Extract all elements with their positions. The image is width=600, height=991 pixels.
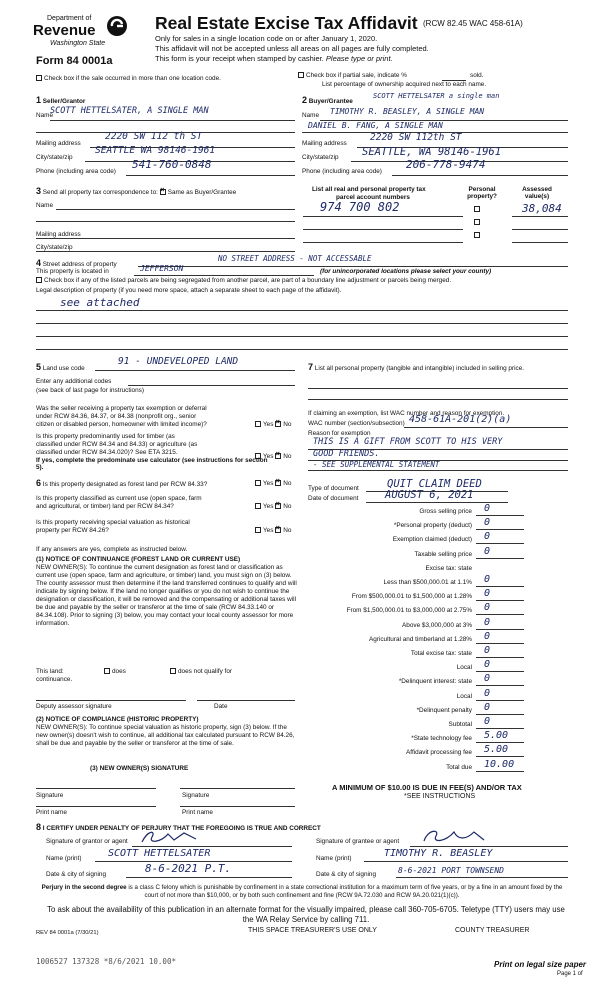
if-yes-note: If any answers are yes, complete as instructed below. — [36, 546, 188, 553]
claim-exemption-label: If claiming an exemption, list WAC number and reason for exemption. — [308, 410, 505, 417]
form-title: Real Estate Excise Tax Affidavit — [155, 13, 418, 33]
tax-row-label: Total due — [446, 763, 472, 771]
tax-row-line — [476, 700, 524, 701]
segregated-checkbox[interactable] — [36, 277, 42, 283]
multi-location-label: Check box if the sale occurred in more than one location code. — [44, 75, 221, 82]
form-number: Form 84 0001a — [36, 55, 113, 67]
multi-location-checkbox[interactable] — [36, 75, 42, 81]
page-number: Page 1 of — [557, 971, 583, 977]
corr-name-label: Name — [36, 202, 54, 209]
tax-row-line — [476, 657, 524, 658]
notice-2-body: NEW OWNER(S): To continue special valuation as historic property, sign (3) below. If the new owner(s) doesn't wish to continue, all additional tax calculated pursuant to RCW 84.26, shall be due and payable by the seller or transferor at the time of sale. — [36, 724, 295, 747]
revenue-logo-text: Revenue — [33, 22, 96, 39]
notice-1-title: (1) NOTICE OF CONTINUANCE (FOREST LAND OR CURRENT USE) — [36, 556, 241, 563]
tax-row-label: Subtotal — [448, 721, 472, 728]
new-owner-sig-label-1: Signature — [36, 792, 64, 799]
tax-row-label: Local — [456, 692, 472, 700]
land-use-label: Land use code — [42, 365, 85, 372]
timber-q3: classified under RCW 84.34.020)? See ETA 3215. — [36, 449, 178, 456]
tax-row-value[interactable]: 0 — [484, 531, 491, 543]
street-label: Street address of property — [42, 261, 117, 268]
grantee-printed-name[interactable]: TIMOTHY R. BEASLEY — [384, 848, 493, 859]
note-3: This form is your receipt when stamped by cashier. — [155, 54, 324, 63]
timber-q4: If yes, complete the predominate use calculator (see instructions for section 5). — [36, 457, 268, 472]
buyer-note: SCOTT HETTELSATER a single man — [373, 92, 500, 100]
tax-row-value[interactable]: 0 — [484, 616, 491, 628]
seller-mail[interactable]: 2220 SW 112 th ST — [105, 131, 203, 142]
buyer-city[interactable]: SEATTLE, WA 98146-1961 — [362, 146, 502, 158]
seller-name-label: Name — [36, 112, 54, 119]
personal-prop-checkbox-2[interactable] — [474, 219, 482, 226]
land-use-code[interactable]: 91 - UNDEVELOPED LAND — [118, 356, 239, 367]
seller-heading: Seller/Grantor — [42, 98, 86, 105]
seller-mail-label: Mailing address — [36, 140, 81, 147]
historic-yes-checkbox[interactable] — [255, 527, 261, 533]
tax-row-value[interactable]: 0 — [484, 687, 491, 699]
corr-label: Send all property tax correspondence to: — [42, 189, 158, 196]
legal-desc[interactable]: see attached — [60, 296, 140, 309]
exempt-q1: Was the seller receiving a property tax exemption or deferral — [36, 405, 207, 412]
tax-row-line — [476, 643, 524, 644]
corr-city-label: City/state/zip — [36, 244, 73, 251]
tax-row-line — [476, 629, 524, 630]
legal-desc-label: Legal description of property (if you need more space, attach a separate sheet to each page of the affidavit). — [36, 287, 342, 294]
tax-row-value[interactable]: 5.00 — [484, 730, 509, 742]
tax-row-label: *State technology fee — [411, 735, 472, 743]
buyer-mail[interactable]: 2220 SW 112th ST — [370, 132, 462, 143]
doc-type-label: Type of document — [308, 485, 359, 492]
tax-row-line — [476, 742, 524, 743]
county-treasurer-label: COUNTY TREASURER — [455, 927, 530, 934]
reason-line-1[interactable]: THIS IS A GIFT FROM SCOTT TO HIS VERY — [313, 437, 503, 447]
parcel-header-1: List all real and personal property tax — [312, 186, 426, 193]
tax-row-label: From $500,000.01 to $1,500,000 at 1.28% — [351, 593, 472, 601]
located-label: This property is located in — [36, 268, 109, 275]
deputy-sig-label: Deputy assessor signature — [36, 703, 112, 710]
does-checkbox[interactable] — [104, 668, 110, 674]
tax-row-label: *Personal property (deduct) — [393, 522, 472, 530]
personal-header: Personal property? — [467, 186, 497, 201]
tax-row-line — [476, 685, 524, 686]
tax-row-value[interactable]: 0 — [484, 701, 491, 713]
tax-row-label: From $1,500,000.01 to $3,000,000 at 2.75% — [346, 607, 472, 615]
perjury-bold: Perjury in the second degree — [41, 884, 127, 891]
buyer-city-label: City/state/zip — [302, 154, 339, 161]
exempt-q2: under RCW 84.36, 84.37, or 84.38 (nonprofit org., senior — [36, 413, 197, 420]
personal-prop-checkbox-1[interactable] — [474, 206, 482, 213]
certify-statement: I CERTIFY UNDER PENALTY OF PERJURY THAT THE FOREGOING IS TRUE AND CORRECT — [42, 825, 321, 832]
tax-row-value[interactable]: 0 — [484, 645, 491, 656]
grantee-date-city[interactable]: 8-6-2021 PORT TOWNSEND — [398, 866, 504, 875]
tax-row-label: Excise tax: state — [425, 564, 472, 572]
current-use-q2: and agricultural, or timber) land per RCW 84.34? — [36, 503, 174, 510]
timber-no-checkbox[interactable] — [275, 453, 281, 459]
street-value[interactable]: NO STREET ADDRESS - NOT ACCESSABLE — [218, 254, 372, 263]
grantor-date-label: Date & city of signing — [46, 871, 107, 878]
tax-row-label: Gross selling price — [419, 508, 472, 515]
tax-row-label: Above $3,000,000 at 3% — [402, 621, 472, 629]
tax-row-line — [476, 600, 524, 601]
new-owner-sig-heading: (3) NEW OWNER(S) SIGNATURE — [90, 765, 189, 772]
buyer-heading: Buyer/Grantee — [308, 98, 353, 105]
seller-phone[interactable]: 541-760-0848 — [132, 158, 212, 171]
alt-format-note: To ask about the availability of this publication in an alternate format for the visually impaired, please call 360-705-6705. Teletype (TTY) users may use the WA Relay Service by calling 711. — [47, 905, 565, 924]
tax-row-line — [476, 515, 524, 516]
legal-size-note: Print on legal size paper — [494, 960, 587, 969]
tax-row-label: Agricultural and timberland at 1.28% — [368, 635, 472, 643]
wa-state-label: Washington State — [50, 40, 106, 47]
rcw-ref: (RCW 82.45 WAC 458-61A) — [423, 19, 523, 28]
tax-row-line — [476, 714, 524, 715]
new-owner-print-label-2: Print name — [182, 809, 213, 816]
buyer-name[interactable]: TIMOTHY R. BEASLEY, A SINGLE MAN — [330, 107, 485, 116]
parcel-header-2: parcel account numbers — [336, 194, 410, 201]
personal-prop-checkbox-3[interactable] — [474, 232, 482, 239]
reason-label: Reason for exemption — [308, 430, 371, 437]
tax-row-value[interactable]: 0 — [484, 630, 491, 642]
tax-row-label: Affidavit processing fee — [406, 749, 472, 757]
parcel-number[interactable]: 974 700 802 — [320, 200, 400, 214]
grantor-printed-name[interactable]: SCOTT HETTELSATER — [108, 848, 211, 859]
seller-city-label: City/state/zip — [36, 154, 73, 161]
tax-row-label: *Delinquent interest: state — [398, 678, 472, 686]
see-instructions: *SEE INSTRUCTIONS — [404, 793, 476, 800]
current-use-yes-checkbox[interactable] — [255, 503, 261, 509]
personal-prop-label: List all personal property (tangible and intangible) included in selling price. — [314, 365, 525, 372]
tax-row-line — [476, 728, 524, 729]
historic-no-checkbox[interactable] — [275, 527, 281, 533]
treasurer-stamp: 1006527 137328 *8/6/2021 10.00* — [36, 957, 176, 966]
treasurer-use-label: THIS SPACE TREASURER'S USE ONLY — [248, 927, 377, 934]
tax-row-label: *Delinquent penalty — [416, 706, 472, 714]
grantor-sig-label: Signature of grantor or agent — [46, 838, 128, 845]
partial-sale-checkbox[interactable] — [298, 72, 304, 78]
form-revision: REV 84 0001a (7/30/21) — [36, 930, 99, 936]
continuance-label: continuance. — [36, 676, 73, 683]
tax-row-value[interactable]: 0 — [484, 503, 491, 514]
grantor-signature[interactable] — [138, 828, 208, 846]
buyer-name-2[interactable]: DANIEL B. FANG, A SINGLE MAN — [308, 121, 443, 130]
seller-name-line — [50, 120, 295, 121]
reason-line-3[interactable]: - SEE SUPPLEMENTAL STATEMENT — [313, 460, 440, 469]
sold-label: sold. — [470, 72, 484, 79]
doc-date[interactable]: AUGUST 6, 2021 — [385, 489, 474, 501]
additional-codes-label: Enter any additional codes — [36, 378, 112, 385]
dor-logo-icon — [105, 13, 129, 39]
buyer-phone[interactable]: 206-778-9474 — [406, 158, 486, 171]
doc-type[interactable]: QUIT CLAIM DEED — [387, 478, 482, 490]
tax-row-value[interactable]: 0 — [484, 602, 491, 614]
tax-row-line — [476, 529, 524, 530]
dept-of-label: Department of — [47, 15, 92, 22]
tax-row-label: Taxable selling price — [414, 550, 472, 558]
buyer-phone-label: Phone (including area code) — [302, 168, 382, 175]
buyer-mail-label: Mailing address — [302, 140, 347, 147]
tax-row-value[interactable]: 10.00 — [484, 758, 515, 770]
doc-date-label: Date of document — [308, 495, 359, 502]
tax-row-line — [476, 671, 524, 672]
tax-row-label: Local — [456, 664, 472, 672]
partial-sale-label: Check box if partial sale, indicate % — [306, 72, 407, 79]
grantor-name-label: Name (print) — [46, 855, 82, 862]
seller-name[interactable]: SCOTT HETTELSATER, A SINGLE MAN — [50, 106, 209, 116]
current-use-no-checkbox[interactable] — [275, 503, 281, 509]
wac-number[interactable]: 458-61A-201(2)(a) — [409, 414, 512, 425]
notice-1-body: NEW OWNER(S): To continue the current designation as forest land or classification as current use (open space, farm and agriculture, or timber) land, you must sign on (3) below. The county assessor must then determine if the land transferred continues to qualify and will indicate by signing below. If the land no longer qualifies or you do not wish to continue the designation or classification, it will be removed and the compensating or additional taxes will be due and payable by the seller or transferor at the time of sale (RCW 84.33.140 or 84.34.108). Prior to signing (3) below, you may contact your local county assessor for more information. — [36, 564, 297, 627]
tax-row-line — [476, 614, 524, 615]
exempt-no-checkbox[interactable] — [275, 421, 281, 427]
tax-row-label: Exemption claimed (deduct) — [392, 536, 472, 544]
note-1: Only for sales in a single location code on or after January 1, 2020. — [155, 34, 378, 43]
forest-no-checkbox[interactable] — [275, 480, 281, 486]
tax-row-value[interactable]: 0 — [484, 659, 491, 671]
deputy-date-label: Date — [214, 703, 228, 710]
new-owner-print-label-1: Print name — [36, 809, 67, 816]
current-use-q1: Is this property classified as current use (open space, farm — [36, 495, 202, 502]
seller-city[interactable]: SEATTLE WA 98146-1961 — [95, 145, 216, 156]
forest-q: Is this property designated as forest land per RCW 84.33? — [42, 481, 208, 488]
assessed-value[interactable]: 38,084 — [522, 202, 562, 215]
tax-row-line — [476, 586, 524, 587]
historic-q1: Is this property receiving special valuation as historical — [36, 519, 190, 526]
exempt-yes-checkbox[interactable] — [255, 421, 261, 427]
wac-label: WAC number (section/subsection) — [308, 420, 405, 427]
additional-codes-note: (see back of last page for instructions) — [36, 387, 144, 394]
tax-row-line — [476, 543, 524, 544]
grantee-name-label: Name (print) — [316, 855, 352, 862]
tax-row-label: Total excise tax: state — [410, 650, 472, 657]
note-3b: Please type or print. — [325, 54, 393, 63]
perjury-text: is a class C felony which is punishable by confinement in a state correctional institution for a maximum term of five years, or by a fine in an amount fixed by the court of not more than $10,000, or by both such confinement and fine (RCW 9A.72.030 and RCW 9A.20.021(1)(c)). — [128, 884, 563, 899]
tax-row-value[interactable]: 0 — [484, 545, 491, 557]
grantee-signature[interactable] — [418, 826, 498, 846]
tax-row-label: Less than $500,000.01 at 1.1% — [383, 579, 472, 586]
grantor-date-city[interactable]: 8-6-2021 P.T. — [145, 862, 232, 875]
this-land-label: This land: — [36, 668, 64, 675]
tax-row-value[interactable]: 0 — [484, 517, 491, 529]
segregated-label: Check box if any of the listed parcels are being segregated from another parcel, are part of a boundary line adjustment or parcels being merged. — [44, 277, 452, 284]
same-as-buyer-checkbox[interactable] — [160, 189, 166, 195]
tax-row-line — [476, 771, 524, 772]
assessed-header: Assessed value(s) — [522, 186, 552, 201]
list-pct-note: List percentage of ownership acquired next to each name. — [322, 81, 487, 88]
note-2: This affidavit will not be accepted unless all areas on all pages are fully completed. — [155, 44, 429, 53]
reason-line-2[interactable]: GOOD FRIENDS. — [313, 449, 380, 459]
timber-q1: Is this property predominantly used for timber (as — [36, 433, 175, 440]
forest-yes-checkbox[interactable] — [255, 480, 261, 486]
does-not-checkbox[interactable] — [170, 668, 176, 674]
grantee-sig-label: Signature of grantee or agent — [316, 838, 400, 845]
grantee-date-label: Date & city of signing — [316, 871, 377, 878]
same-as-buyer-label: Same as Buyer/Grantee — [167, 189, 237, 196]
tax-row-value[interactable]: 0 — [484, 588, 491, 600]
unincorp-note: (for unincorporated locations please select your county) — [320, 268, 492, 275]
notice-2-title: (2) NOTICE OF COMPLIANCE (HISTORIC PROPERTY) — [36, 716, 199, 723]
exempt-q3: citizen or disabled person, homeowner with limited income)? — [36, 421, 207, 428]
timber-q2: classified under RCW 84.34 and 84.33) or agriculture (as — [36, 441, 198, 448]
new-owner-sig-label-2: Signature — [182, 792, 210, 799]
county-value[interactable]: JEFFERSON — [140, 264, 184, 273]
corr-mail-label: Mailing address — [36, 231, 81, 238]
tax-row-value[interactable]: 0 — [484, 574, 491, 585]
tax-row-value[interactable]: 5.00 — [484, 744, 509, 756]
historic-q2: property per RCW 84.26? — [36, 527, 109, 534]
minimum-due-note: A MINIMUM OF $10.00 IS DUE IN FEE(S) AND/OR TAX — [332, 783, 522, 792]
tax-row-value[interactable]: 0 — [484, 716, 491, 727]
tax-row-value[interactable]: 0 — [484, 673, 491, 685]
tax-row-line — [476, 756, 524, 757]
seller-phone-label: Phone (including area code) — [36, 168, 116, 175]
buyer-name-label: Name — [302, 112, 320, 119]
tax-row-line — [476, 558, 524, 559]
